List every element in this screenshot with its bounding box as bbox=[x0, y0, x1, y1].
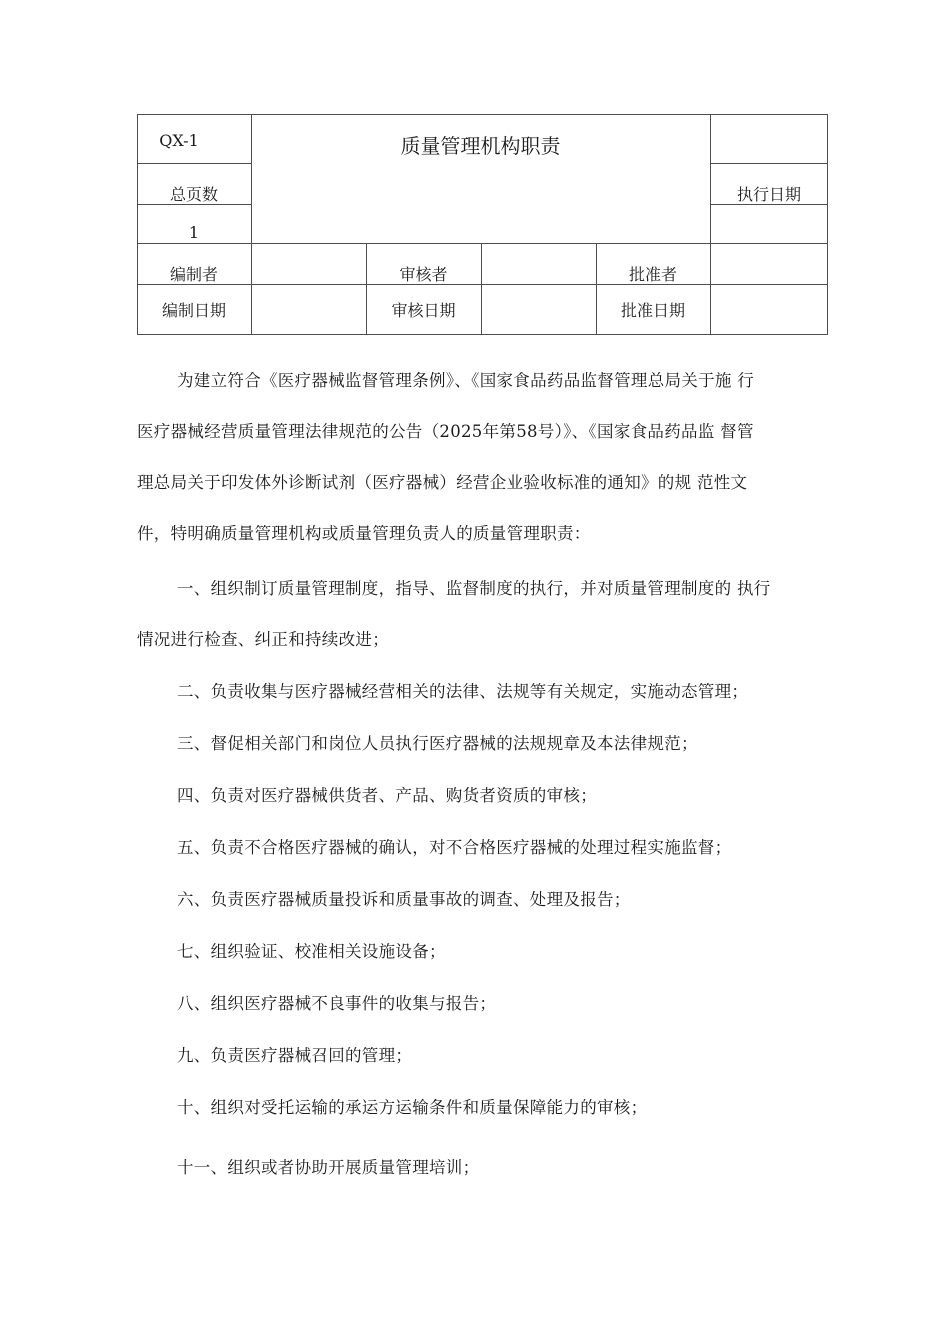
duty-item: 十、组织对受托运输的承运方运输条件和质量保障能力的审核； bbox=[177, 1098, 648, 1117]
table-divider bbox=[137, 284, 828, 285]
duty-item: 八、组织医疗器械不良事件的收集与报告； bbox=[177, 994, 497, 1013]
table-divider bbox=[596, 243, 597, 335]
duty-item: 六、负责医疗器械质量投诉和质量事故的调查、处理及报告； bbox=[177, 890, 631, 909]
intro-line: 件，特明确质量管理机构或质量管理负责人的质量管理职责： bbox=[137, 524, 591, 543]
intro-line: 理总局关于印发体外诊断试剂（医疗器械）经营企业验收标准的通知》的规 范性文 bbox=[137, 473, 748, 492]
duty-item: 五、负责不合格医疗器械的确认，对不合格医疗器械的处理过程实施监督； bbox=[177, 838, 732, 857]
author-label: 编制者 bbox=[169, 265, 218, 284]
duty-item: 十一、组织或者协助开展质量管理培训； bbox=[177, 1158, 480, 1177]
total-pages-label: 总页数 bbox=[169, 185, 218, 204]
duty-line: 一、组织制订质量管理制度，指导、监督制度的执行，并对质量管理制度的 执行 bbox=[177, 579, 771, 598]
duty-item bbox=[137, 563, 827, 665]
table-border-top bbox=[137, 114, 828, 115]
table-divider bbox=[137, 243, 828, 244]
table-border-bottom bbox=[137, 334, 828, 335]
duty-item: 四、负责对医疗器械供货者、产品、购货者资质的审核； bbox=[177, 786, 597, 805]
duty-item: 七、组织验证、校准相关设施设备； bbox=[177, 942, 446, 961]
total-pages-value: 1 bbox=[188, 223, 200, 242]
duty-item: 三、督促相关部门和岗位人员执行医疗器械的法规规章及本法律规范； bbox=[177, 734, 698, 753]
intro-paragraph bbox=[137, 355, 827, 559]
approve-date-label: 批准日期 bbox=[620, 301, 685, 320]
table-divider bbox=[481, 243, 482, 335]
author-date-label: 编制日期 bbox=[161, 301, 226, 320]
document-header-table bbox=[137, 114, 828, 335]
doc-code: QX-1 bbox=[159, 131, 199, 150]
table-divider bbox=[710, 114, 711, 335]
intro-line: 医疗器械经营质量管理法律规范的公告（2025年第58号）》、《国家食品药品监 督管 bbox=[137, 422, 754, 441]
table-divider bbox=[137, 163, 251, 164]
table-divider bbox=[137, 204, 251, 205]
table-divider bbox=[710, 204, 828, 205]
intro-line: 为建立符合《医疗器械监督管理条例》、《国家食品药品监督管理总局关于施 行 bbox=[177, 371, 755, 390]
duty-line: 情况进行检查、纠正和持续改进； bbox=[137, 630, 389, 649]
duty-item: 九、负责医疗器械召回的管理； bbox=[177, 1046, 413, 1065]
doc-title: 质量管理机构职责 bbox=[400, 134, 561, 158]
exec-date-label: 执行日期 bbox=[736, 185, 801, 204]
table-divider bbox=[366, 243, 367, 335]
table-divider bbox=[710, 163, 828, 164]
table-border-right bbox=[827, 114, 828, 335]
reviewer-label: 审核者 bbox=[399, 265, 448, 284]
duty-item: 二、负责收集与医疗器械经营相关的法律、法规等有关规定，实施动态管理； bbox=[177, 682, 749, 701]
review-date-label: 审核日期 bbox=[391, 301, 456, 320]
approver-label: 批准者 bbox=[628, 265, 677, 284]
